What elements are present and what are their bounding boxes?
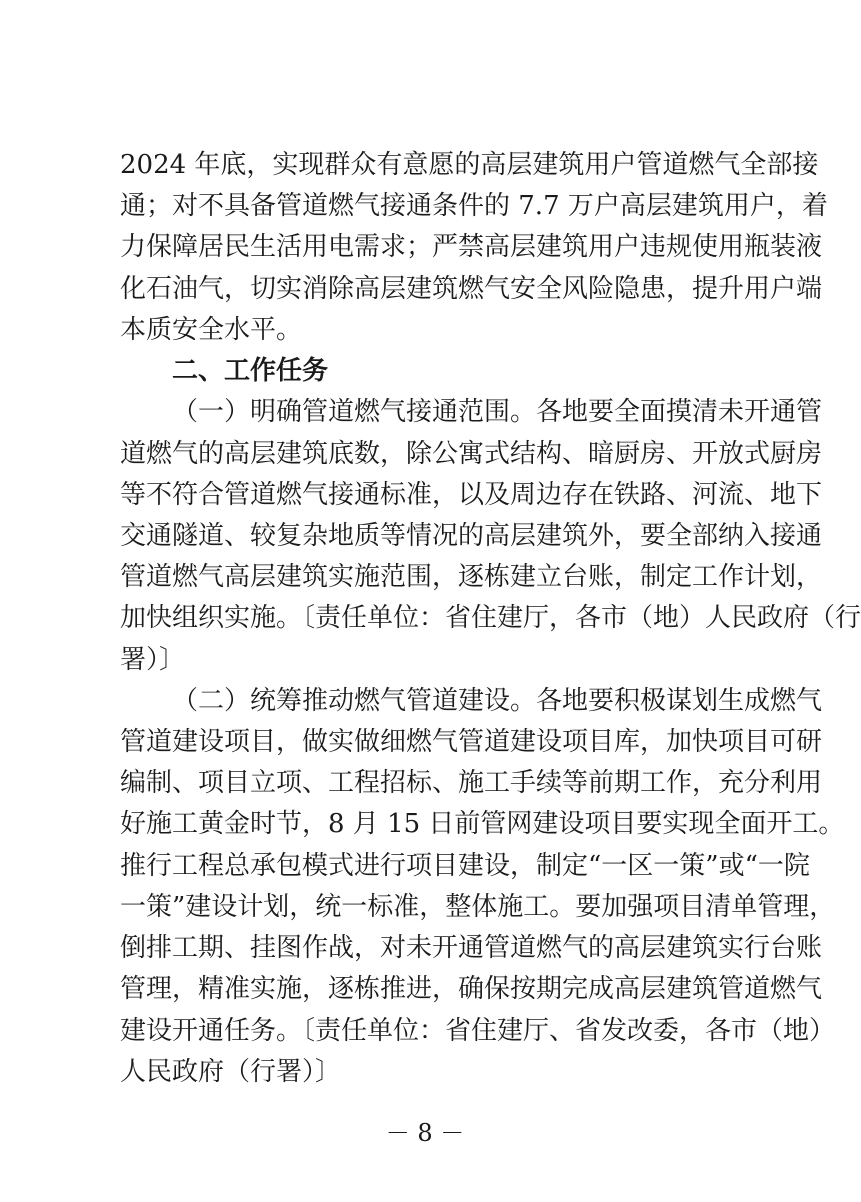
text-line: （二）统筹推动燃气管道建设。各地要积极谋划生成燃气 [172, 685, 823, 716]
text-line: 通；对不具备管道燃气接通条件的 7.7 万户高层建筑用户，着 [120, 191, 828, 222]
text-line: 等不符合管道燃气接通标准，以及周边存在铁路、河流、地下 [120, 479, 823, 510]
text-line: 化石油气，切实消除高层建筑燃气安全风险隐患，提升用户端 [120, 273, 823, 304]
text-line: 倒排工期、挂图作战，对未开通管道燃气的高层建筑实行台账 [120, 933, 823, 964]
text-line: 交通隧道、较复杂地质等情况的高层建筑外，要全部纳入接通 [120, 520, 823, 551]
page-number: － 8 － [385, 1119, 465, 1147]
section-heading: 二、工作任务 [172, 356, 329, 387]
text-line: 编制、项目立项、工程招标、施工手续等前期工作，充分利用 [120, 768, 823, 799]
text-line: 署）〕 [120, 644, 186, 675]
text-line: 道燃气的高层建筑底数，除公寓式结构、暗厨房、开放式厨房 [120, 438, 823, 469]
text-line: 力保障居民生活用电需求；严禁高层建筑用户违规使用瓶装液 [120, 232, 823, 263]
text-line: 管理，精准实施，逐栋推进，确保按期完成高层建筑管道燃气 [120, 974, 823, 1005]
text-line: 人民政府（行署）〕 [120, 1056, 342, 1087]
text-line: （一）明确管道燃气接通范围。各地要全面摸清未开通管 [172, 397, 823, 428]
text-line: 2024 年底，实现群众有意愿的高层建筑用户管道燃气全部接 [120, 150, 819, 180]
text-line: 一策”建设计划，统一标准，整体施工。要加强项目清单管理， [120, 891, 836, 922]
text-line: 本质安全水平。 [120, 314, 303, 345]
text-line: 好施工黄金时节，8 月 15 日前管网建设项目要实现全面开工。 [120, 809, 845, 840]
text-line: 推行工程总承包模式进行项目建设，制定“一区一策”或“一院 [120, 850, 810, 881]
text-line: 建设开通任务。〔责任单位：省住建厅、省发改委，各市（地） [120, 1015, 836, 1046]
text-line: 管道建设项目，做实做细燃气管道建设项目库，加快项目可研 [120, 727, 823, 758]
text-line: 加快组织实施。〔责任单位：省住建厅，各市（地）人民政府（行 [120, 603, 861, 634]
text-line: 管道燃气高层建筑实施范围，逐栋建立台账，制定工作计划， [120, 562, 823, 593]
